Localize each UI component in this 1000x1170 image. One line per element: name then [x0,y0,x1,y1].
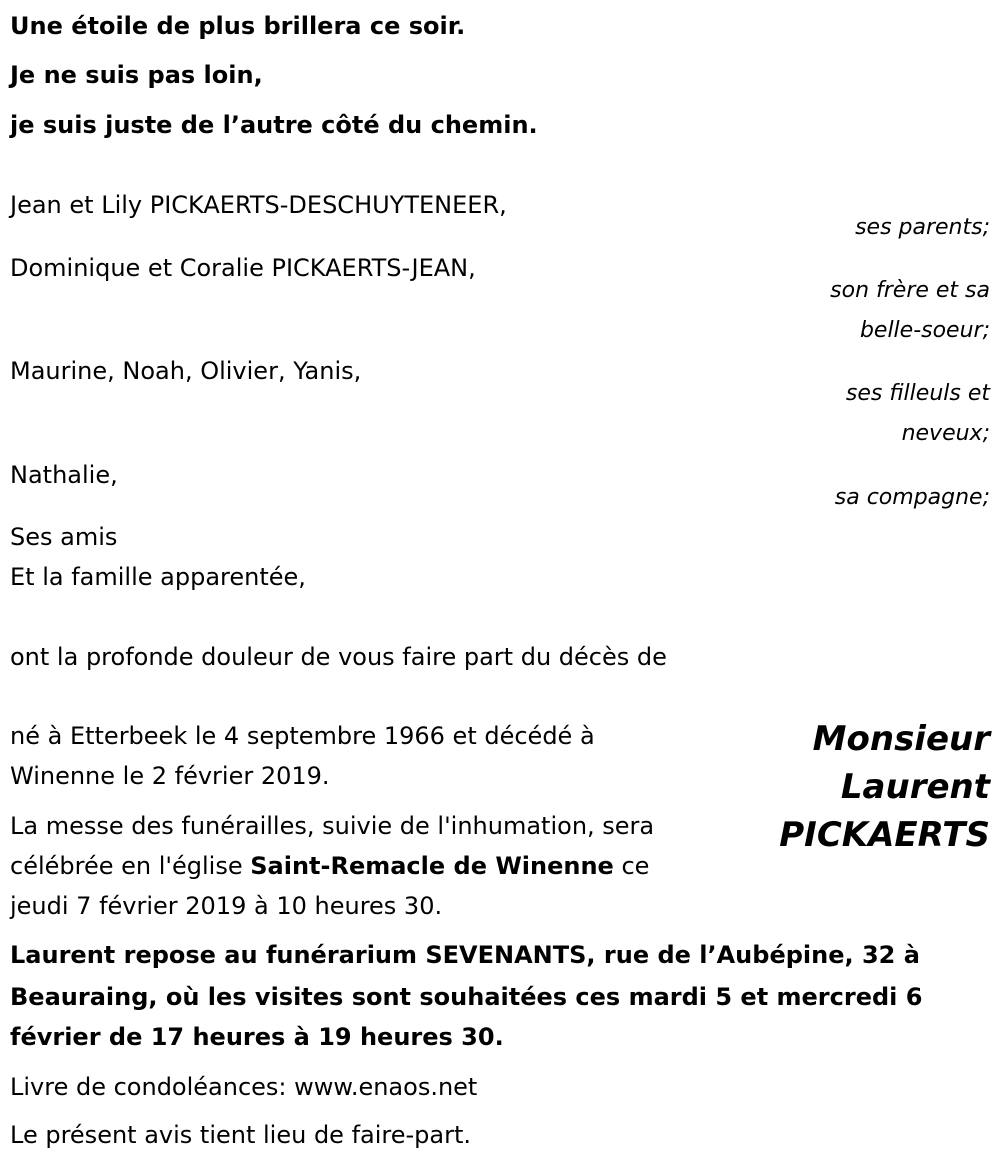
visit-line-1: Laurent repose au funérarium SEVENANTS, rue de l’Aubépine, 32 à [10,941,920,969]
funeral-line-2 [10,846,649,886]
funeral-line-2-pre: célébrée en l'église [10,852,251,880]
birth-line-2: Winenne le 2 février 2019. [10,762,330,790]
family-partner: Nathalie, [10,461,118,489]
friends-line-2: Et la famille apparentée, [10,563,306,591]
family-godchildren: Maurine, Noah, Olivier, Yanis, [10,357,362,385]
visit-line-3: février de 17 heures à 19 heures 30. [10,1023,504,1051]
role-brother-line-1: son frère et sa [830,278,990,303]
deceased-name [779,715,990,859]
deceased-last-name: PICKAERTS [779,815,990,855]
role-godchildren-line-1: ses filleuls et [845,381,990,406]
poem-line-2: Je ne suis pas loin, [10,61,263,89]
funeral-line-3: jeudi 7 février 2019 à 10 heures 30. [10,892,443,920]
friends-line-1: Ses amis [10,523,118,551]
poem-line-1: Une étoile de plus brillera ce soir. [10,12,466,40]
funeral-line-2-post: ce [613,852,650,880]
family-brother: Dominique et Coralie PICKAERTS-JEAN, [10,254,476,282]
birth-line-1: né à Etterbeek le 4 septembre 1966 et décédé à [10,722,595,750]
notice-line: Le présent avis tient lieu de faire-part. [10,1121,472,1149]
deceased-first-name: Laurent [840,767,990,807]
role-godchildren-line-2: neveux; [901,421,990,446]
announcement: ont la profonde douleur de vous faire part du décès de [10,643,667,671]
poem-line-3: je suis juste de l’autre côté du chemin. [10,111,538,139]
visit-line-2: Beauraing, où les visites sont souhaitées ces mardi 5 et mercredi 6 [10,983,923,1011]
role-parents: ses parents; [855,215,990,240]
church-name: Saint-Remacle de Winenne [250,852,614,880]
family-parents: Jean et Lily PICKAERTS-DESCHUYTENEER, [10,191,507,219]
role-brother-line-2: belle-soeur; [859,318,990,343]
deceased-title: Monsieur [812,719,990,759]
role-partner: sa compagne; [834,485,990,510]
funeral-line-1: La messe des funérailles, suivie de l'inhumation, sera [10,812,655,840]
condolences-line: Livre de condoléances: www.enaos.net [10,1073,478,1101]
